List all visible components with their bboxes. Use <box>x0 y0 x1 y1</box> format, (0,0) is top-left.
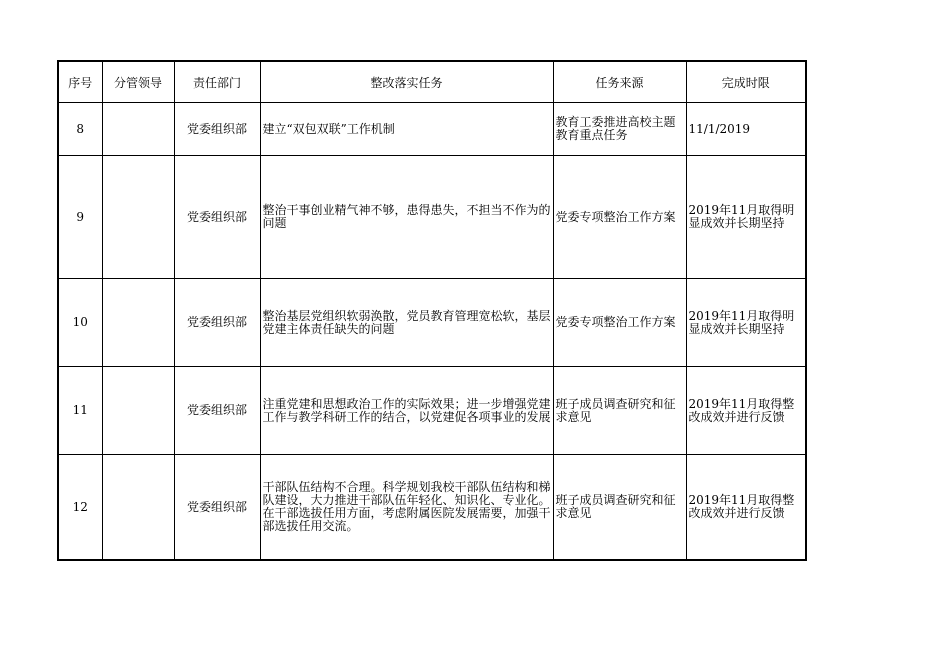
cell-source[interactable]: 党委专项整治工作方案 <box>553 156 686 279</box>
header-seq[interactable]: 序号 <box>58 61 102 103</box>
cell-source[interactable]: 班子成员调查研究和征求意见 <box>553 455 686 561</box>
cell-seq[interactable]: 9 <box>58 156 102 279</box>
cell-leader[interactable] <box>102 455 174 561</box>
cell-seq[interactable]: 11 <box>58 367 102 455</box>
header-dept[interactable]: 责任部门 <box>174 61 260 103</box>
cell-task[interactable]: 整治干事创业精气神不够，患得患失，不担当不作为的问题 <box>260 156 553 279</box>
cell-deadline[interactable]: 11/1/2019 <box>686 103 806 156</box>
table-row <box>58 103 806 156</box>
cell-leader[interactable] <box>102 156 174 279</box>
cell-seq[interactable]: 12 <box>58 455 102 561</box>
table-row <box>58 156 806 279</box>
cell-dept[interactable]: 党委组织部 <box>174 455 260 561</box>
cell-source[interactable]: 教育工委推进高校主题教育重点任务 <box>553 103 686 156</box>
header-deadline[interactable]: 完成时限 <box>686 61 806 103</box>
cell-dept[interactable]: 党委组织部 <box>174 367 260 455</box>
cell-source[interactable]: 班子成员调查研究和征求意见 <box>553 367 686 455</box>
cell-deadline[interactable]: 2019年11月取得整改成效并进行反馈 <box>686 455 806 561</box>
rectification-task-table <box>57 60 807 561</box>
cell-leader[interactable] <box>102 103 174 156</box>
table-row <box>58 367 806 455</box>
table-row <box>58 279 806 367</box>
cell-dept[interactable]: 党委组织部 <box>174 156 260 279</box>
cell-seq[interactable]: 10 <box>58 279 102 367</box>
cell-seq[interactable]: 8 <box>58 103 102 156</box>
header-row <box>58 61 806 103</box>
cell-deadline[interactable]: 2019年11月取得明显成效并长期坚持 <box>686 156 806 279</box>
cell-task[interactable]: 建立“双包双联”工作机制 <box>260 103 553 156</box>
cell-leader[interactable] <box>102 367 174 455</box>
cell-task[interactable]: 整治基层党组织软弱涣散，党员教育管理宽松软，基层党建主体责任缺失的问题 <box>260 279 553 367</box>
cell-source[interactable]: 党委专项整治工作方案 <box>553 279 686 367</box>
cell-task[interactable]: 注重党建和思想政治工作的实际效果；进一步增强党建工作与教学科研工作的结合，以党建促各项事业的发展 <box>260 367 553 455</box>
header-source[interactable]: 任务来源 <box>553 61 686 103</box>
cell-task[interactable]: 干部队伍结构不合理。科学规划我校干部队伍结构和梯队建设，大力推进干部队伍年轻化、知识化、专业化。在干部选拔任用方面，考虑附属医院发展需要，加强干部选拔任用交流。 <box>260 455 553 561</box>
header-task[interactable]: 整改落实任务 <box>260 61 553 103</box>
cell-leader[interactable] <box>102 279 174 367</box>
cell-dept[interactable]: 党委组织部 <box>174 103 260 156</box>
cell-deadline[interactable]: 2019年11月取得明显成效并长期坚持 <box>686 279 806 367</box>
cell-dept[interactable]: 党委组织部 <box>174 279 260 367</box>
header-leader[interactable]: 分管领导 <box>102 61 174 103</box>
cell-deadline[interactable]: 2019年11月取得整改成效并进行反馈 <box>686 367 806 455</box>
table-row <box>58 455 806 561</box>
